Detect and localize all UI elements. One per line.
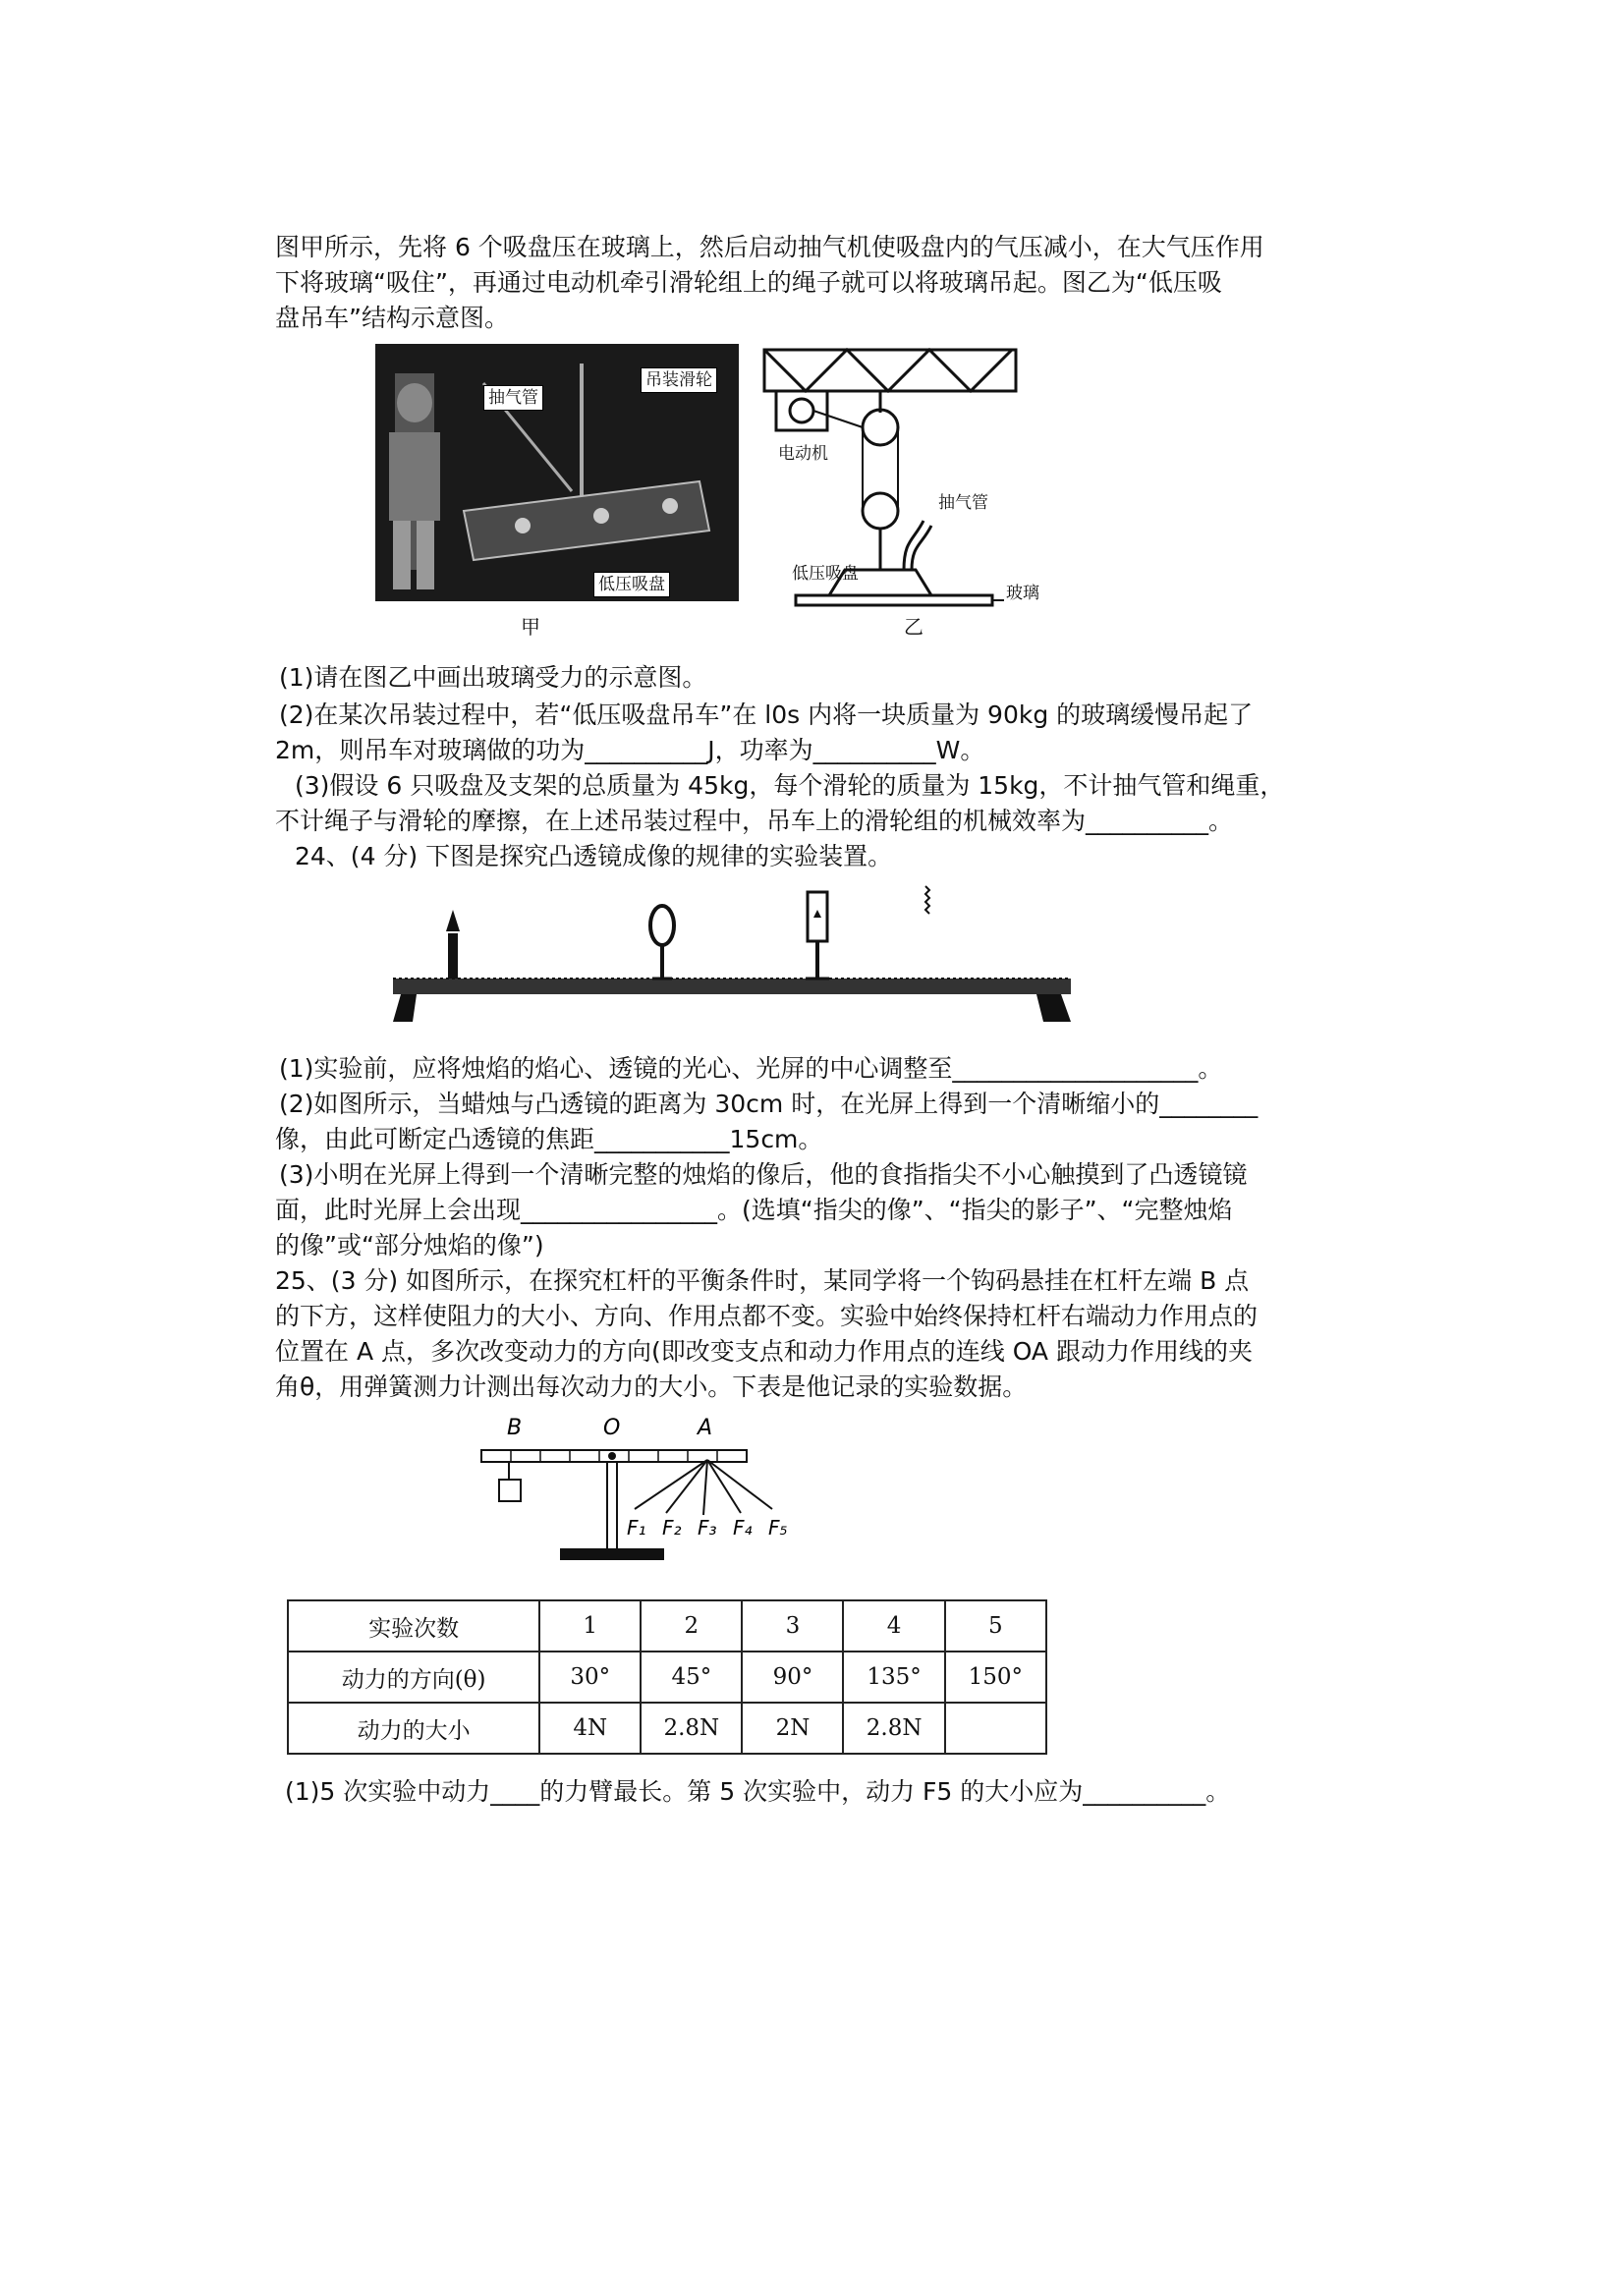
table-cell: 2N — [742, 1703, 843, 1754]
optical-bench-diagram — [383, 884, 1081, 1032]
q24-part3-line2: 面，此时光屏上会出现________________。(选填“指尖的像”、“指尖的影子”、“完整烛焰 — [275, 1196, 1233, 1224]
force-label-f3: F₃ — [698, 1516, 717, 1540]
label-motor-yi: 电动机 — [778, 444, 828, 464]
label-cup-jia: 低压吸盘 — [593, 572, 670, 597]
label-cup-yi: 低压吸盘 — [792, 564, 859, 584]
table-row-magnitude — [288, 1703, 1046, 1754]
table-cell: 45° — [641, 1652, 742, 1703]
lever-diagram — [472, 1415, 835, 1582]
lever-label-a: A — [698, 1416, 713, 1440]
q23-part1: (1)请在图乙中画出玻璃受力的示意图。 — [279, 663, 707, 692]
label-pulley-jia: 吊装滑轮 — [641, 367, 717, 393]
force-label-f4: F₄ — [733, 1516, 753, 1540]
caption-yi: 乙 — [904, 615, 923, 639]
q25-part1: (1)5 次实验中动力____的力臂最长。第 5 次实验中，动力 F5 的大小应为__________。 — [285, 1777, 1231, 1806]
force-arrow-f2 — [666, 1460, 707, 1513]
table-cell: 4 — [843, 1600, 944, 1652]
table-cell: 90° — [742, 1652, 843, 1703]
label-pipe-yi: 抽气管 — [938, 493, 988, 513]
table-cell: 2.8N — [641, 1703, 742, 1754]
q24-part3-line1: (3)小明在光屏上得到一个清晰完整的烛焰的像后，他的食指指尖不小心触摸到了凸透镜镜 — [279, 1160, 1248, 1189]
q24-part3-line3: 的像”或“部分烛焰的像”) — [275, 1231, 544, 1260]
force-label-f5: F₅ — [768, 1516, 788, 1540]
table-cell: 150° — [945, 1652, 1046, 1703]
force-arrow-f4 — [707, 1460, 741, 1513]
table-cell: 动力的方向(θ) — [288, 1652, 539, 1703]
table-cell: 动力的大小 — [288, 1703, 539, 1754]
label-glass-yi: 玻璃 — [1006, 584, 1039, 603]
table-cell: 135° — [843, 1652, 944, 1703]
q25-line1: 25、(3 分) 如图所示，在探究杠杆的平衡条件时，某同学将一个钩码悬挂在杠杆左端 B 点 — [275, 1266, 1250, 1295]
table-cell: 4N — [539, 1703, 641, 1754]
table-cell: 实验次数 — [288, 1600, 539, 1652]
q23-part2-line2: 2m，则吊车对玻璃做的功为__________J，功率为__________W。 — [275, 736, 985, 764]
photo-jia — [375, 344, 739, 601]
q25-line3: 位置在 A 点，多次改变动力的方向(即改变支点和动力作用点的连线 OA 跟动力作用线的夹 — [275, 1337, 1253, 1366]
table-cell: 5 — [945, 1600, 1046, 1652]
table-cell: 30° — [539, 1652, 641, 1703]
table-cell: 1 — [539, 1600, 641, 1652]
force-label-f2: F₂ — [662, 1516, 682, 1540]
force-arrow-f5 — [707, 1460, 772, 1509]
force-label-f1: F₁ — [627, 1516, 646, 1540]
q25-line4: 角θ，用弹簧测力计测出每次动力的大小。下表是他记录的实验数据。 — [275, 1372, 1028, 1401]
table-row-direction — [288, 1652, 1046, 1703]
q24-part1: (1)实验前，应将烛焰的焰心、透镜的光心、光屏的中心调整至____________________。 — [279, 1054, 1223, 1083]
intro-line-2: 下将玻璃“吸住”，再通过电动机牵引滑轮组上的绳子就可以将玻璃吊起。图乙为“低压吸 — [275, 268, 1222, 297]
caption-jia: 甲 — [521, 615, 540, 639]
table-row-headers — [288, 1600, 1046, 1652]
table-cell: 2.8N — [843, 1703, 944, 1754]
intro-line-1: 图甲所示，先将 6 个吸盘压在玻璃上，然后启动抽气机使吸盘内的气压减小，在大气压作用 — [275, 233, 1264, 261]
force-arrow-f1 — [635, 1460, 707, 1509]
q23-part3-line1: (3)假设 6 只吸盘及支架的总质量为 45kg，每个滑轮的质量为 15kg，不计抽气管和绳重， — [295, 771, 1285, 800]
table-cell: 2 — [641, 1600, 742, 1652]
experiment-data-table — [287, 1599, 1047, 1755]
q23-part3-line2: 不计绳子与滑轮的摩擦，在上述吊装过程中，吊车上的滑轮组的机械效率为__________。 — [275, 807, 1234, 835]
q24-title: 24、(4 分) 下图是探究凸透镜成像的规律的实验装置。 — [295, 842, 893, 870]
table-cell: 3 — [742, 1600, 843, 1652]
intro-line-3: 盘吊车”结构示意图。 — [275, 304, 509, 332]
q24-part2-line1: (2)如图所示，当蜡烛与凸透镜的距离为 30cm 时，在光屏上得到一个清晰缩小的________ — [279, 1090, 1259, 1118]
lever-label-o: O — [603, 1416, 621, 1440]
label-pipe-jia: 抽气管 — [483, 385, 543, 411]
q24-part2-line2: 像，由此可断定凸透镜的焦距___________15cm。 — [275, 1125, 823, 1153]
force-arrow-f3 — [703, 1460, 707, 1515]
q25-line2: 的下方，这样使阻力的大小、方向、作用点都不变。实验中始终保持杠杆右端动力作用点的 — [275, 1302, 1259, 1330]
lever-label-b: B — [507, 1416, 523, 1440]
q23-part2-line1: (2)在某次吊装过程中，若“低压吸盘吊车”在 l0s 内将一块质量为 90kg 的玻璃缓慢吊起了 — [279, 700, 1254, 729]
table-cell — [945, 1703, 1046, 1754]
